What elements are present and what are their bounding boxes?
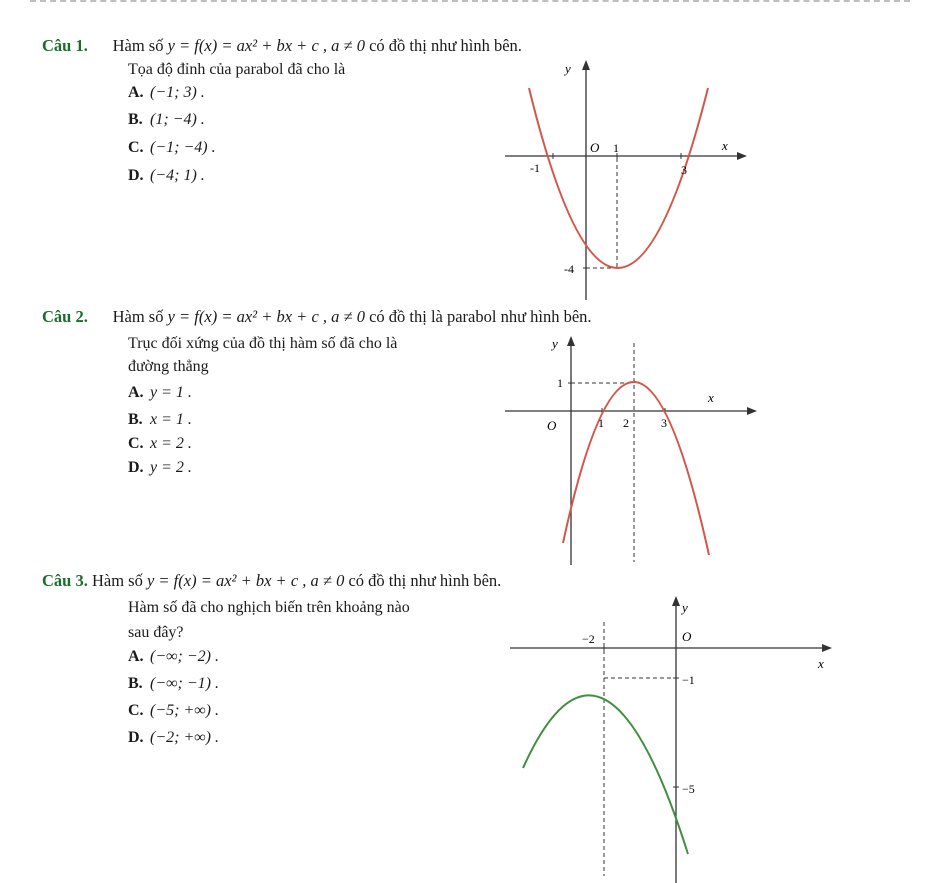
question-2-formula: y = f(x) = ax² + bx + c , a ≠ 0 bbox=[167, 307, 365, 326]
option-label: D. bbox=[128, 167, 144, 184]
option-label: B. bbox=[128, 111, 143, 128]
origin-label: O bbox=[547, 418, 557, 433]
tick-label-1: 1 bbox=[613, 141, 619, 155]
question-3-option-b[interactable] bbox=[128, 675, 219, 693]
option-label: A. bbox=[128, 384, 144, 401]
tick-label-neg4: -4 bbox=[564, 262, 574, 276]
x-axis-arrow bbox=[747, 407, 757, 415]
question-1-option-d[interactable] bbox=[128, 167, 205, 185]
tick-label-x2: 2 bbox=[623, 416, 629, 430]
question-2-stem bbox=[42, 307, 592, 327]
option-text: (−1; 3) . bbox=[150, 84, 205, 101]
option-text: (−5; +∞) . bbox=[150, 702, 219, 719]
question-1-formula: y = f(x) = ax² + bx + c , a ≠ 0 bbox=[167, 36, 365, 55]
option-label: A. bbox=[128, 648, 144, 665]
x-axis-arrow bbox=[737, 152, 747, 160]
question-3-graph bbox=[505, 590, 840, 883]
option-text: (−4; 1) . bbox=[150, 167, 205, 184]
question-2-prompt-line1: Trục đối xứng của đồ thị hàm số đã cho là bbox=[128, 335, 398, 352]
option-text: y = 2 . bbox=[150, 459, 192, 476]
tick-label-3: 3 bbox=[681, 163, 687, 177]
question-1-prompt: Tọa độ đỉnh của parabol đã cho là bbox=[128, 61, 346, 78]
question-3-stem-suffix: có đồ thị như hình bên. bbox=[348, 571, 502, 590]
y-axis-arrow bbox=[567, 336, 575, 346]
option-text: x = 1 . bbox=[150, 411, 192, 428]
x-axis-label: x bbox=[708, 390, 714, 405]
option-text: y = 1 . bbox=[150, 384, 192, 401]
question-3-prompt-line2: sau đây? bbox=[128, 624, 184, 641]
y-axis-label: y bbox=[552, 336, 558, 351]
question-3-option-d[interactable] bbox=[128, 729, 219, 747]
origin-label: O bbox=[682, 629, 692, 644]
option-label: A. bbox=[128, 84, 144, 101]
question-1-stem-suffix: có đồ thị như hình bên. bbox=[369, 36, 522, 55]
tick-label-y1: 1 bbox=[557, 376, 563, 390]
option-label: C. bbox=[128, 139, 144, 156]
tick-label-neg2: −2 bbox=[582, 632, 595, 646]
option-text: (−2; +∞) . bbox=[150, 729, 219, 746]
y-axis-label: y bbox=[565, 61, 571, 76]
option-text: (−∞; −1) . bbox=[150, 675, 219, 692]
question-1-stem bbox=[42, 36, 522, 56]
question-3-option-a[interactable] bbox=[128, 648, 219, 666]
question-3-stem bbox=[42, 571, 501, 591]
x-axis-arrow bbox=[822, 644, 832, 652]
question-2-stem-suffix: có đồ thị là parabol như hình bên. bbox=[369, 307, 592, 326]
question-3-prompt-line1: Hàm số đã cho nghịch biến trên khoảng nào bbox=[128, 599, 410, 616]
tick-label-x3: 3 bbox=[661, 416, 667, 430]
question-1-option-c[interactable] bbox=[128, 139, 216, 157]
question-3-option-c[interactable] bbox=[128, 702, 219, 720]
tick-label-neg1: -1 bbox=[530, 161, 540, 175]
question-1-stem-prefix: Hàm số bbox=[112, 36, 164, 55]
option-label: B. bbox=[128, 675, 143, 692]
question-2-stem-prefix: Hàm số bbox=[112, 307, 164, 326]
question-2-option-c[interactable] bbox=[128, 435, 192, 453]
question-1-graph bbox=[500, 55, 760, 300]
question-2-option-a[interactable] bbox=[128, 384, 192, 402]
option-label: C. bbox=[128, 435, 144, 452]
parabola-curve bbox=[523, 695, 688, 854]
option-label: C. bbox=[128, 702, 144, 719]
parabola-curve bbox=[563, 382, 709, 555]
question-2-option-b[interactable] bbox=[128, 411, 192, 429]
tick-label-neg5: −5 bbox=[682, 782, 695, 796]
x-axis-label: x bbox=[722, 138, 728, 153]
y-axis-label: y bbox=[682, 600, 688, 615]
option-text: (1; −4) . bbox=[150, 111, 205, 128]
question-1-option-a[interactable] bbox=[128, 84, 205, 102]
origin-label: O bbox=[590, 140, 600, 155]
question-3-stem-prefix: Hàm số bbox=[91, 571, 143, 590]
question-2-prompt-line2: đường thẳng bbox=[128, 358, 209, 375]
y-axis-arrow bbox=[672, 596, 680, 606]
option-label: D. bbox=[128, 729, 144, 746]
option-label: B. bbox=[128, 411, 143, 428]
question-1-number: Câu 1. bbox=[42, 36, 88, 55]
parabola-curve bbox=[529, 88, 708, 268]
y-axis-arrow bbox=[582, 60, 590, 70]
option-text: x = 2 . bbox=[150, 435, 192, 452]
x-axis-label: x bbox=[818, 656, 824, 671]
tick-label-x1: 1 bbox=[598, 416, 604, 430]
question-3-formula: y = f(x) = ax² + bx + c , a ≠ 0 bbox=[146, 571, 345, 590]
option-text: (−∞; −2) . bbox=[150, 648, 219, 665]
option-label: D. bbox=[128, 459, 144, 476]
question-2-graph bbox=[500, 330, 760, 570]
page-top-border bbox=[30, 0, 910, 6]
option-text: (−1; −4) . bbox=[150, 139, 216, 156]
question-2-number: Câu 2. bbox=[42, 307, 88, 326]
question-2-option-d[interactable] bbox=[128, 459, 192, 477]
tick-label-neg1: −1 bbox=[682, 673, 695, 687]
question-3-number: Câu 3. bbox=[42, 571, 88, 590]
question-1-option-b[interactable] bbox=[128, 111, 205, 129]
